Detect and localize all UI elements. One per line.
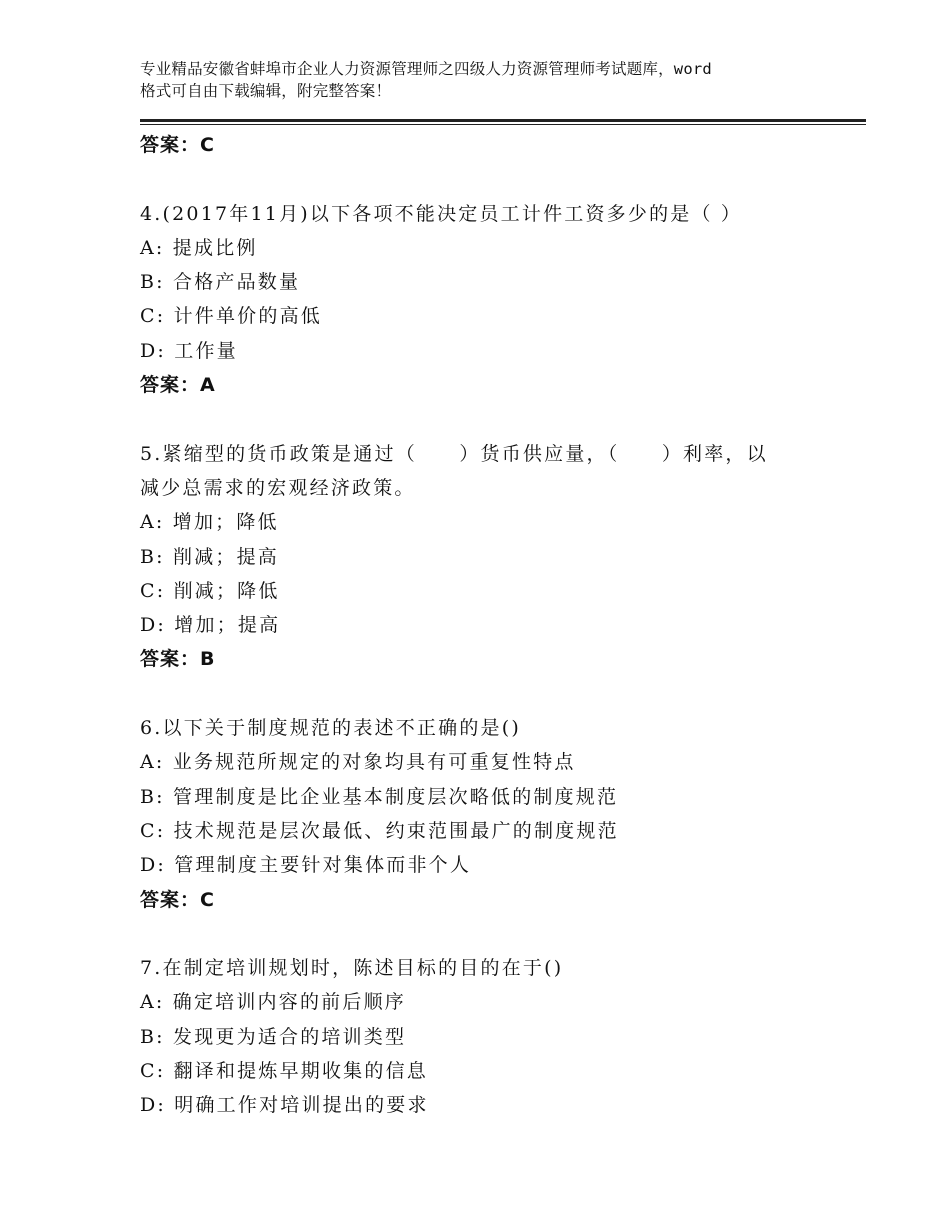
option-a: A: 业务规范所规定的对象均具有可重复性特点 xyxy=(140,751,576,774)
option-b: B: 管理制度是比企业基本制度层次略低的制度规范 xyxy=(140,785,619,808)
question-stem-continued: 减少总需求的宏观经济政策。 xyxy=(140,476,416,499)
question-5 xyxy=(140,437,840,677)
answer: 答案：A xyxy=(140,374,216,397)
option-a: A: 确定培训内容的前后顺序 xyxy=(140,991,406,1014)
option-c: C: 削减；降低 xyxy=(140,579,280,602)
spacer xyxy=(140,162,840,196)
document-header xyxy=(140,58,830,102)
header-rule-thick xyxy=(140,119,866,122)
option-b: B: 削减；提高 xyxy=(140,545,280,568)
question-stem: 6.以下关于制度规范的表述不正确的是() xyxy=(140,717,521,740)
question-stem: 4.(2017年11月)以下各项不能决定员工计件工资多少的是（ ） xyxy=(140,202,743,225)
option-a: A: 增加；降低 xyxy=(140,511,279,534)
spacer xyxy=(140,402,840,436)
header-title-line-2: 格式可自由下载编辑，附完整答案！ xyxy=(140,82,392,100)
option-c: C: 技术规范是层次最低、约束范围最广的制度规范 xyxy=(140,819,619,842)
spacer xyxy=(140,917,840,951)
option-b: B: 合格产品数量 xyxy=(140,271,301,294)
question-4 xyxy=(140,197,840,403)
option-d: D: 明确工作对培训提出的要求 xyxy=(140,1094,429,1117)
question-stem: 7.在制定培训规划时，陈述目标的目的在于() xyxy=(140,957,564,980)
header-title-line-1: 专业精品安徽省蚌埠市企业人力资源管理师之四级人力资源管理师考试题库，word xyxy=(140,60,712,78)
spacer xyxy=(140,677,840,711)
option-d: D: 管理制度主要针对集体而非个人 xyxy=(140,854,472,877)
option-c: C: 翻译和提炼早期收集的信息 xyxy=(140,1060,428,1083)
question-list xyxy=(140,128,840,1123)
option-d: D: 工作量 xyxy=(140,339,238,362)
question-stem: 5.紧缩型的货币政策是通过（ ）货币供应量，（ ）利率，以 xyxy=(140,442,768,465)
question-7 xyxy=(140,951,840,1122)
option-a: A: 提成比例 xyxy=(140,236,258,259)
question-6 xyxy=(140,711,840,917)
previous-answer: 答案：C xyxy=(140,134,215,156)
option-b: B: 发现更为适合的培训类型 xyxy=(140,1025,407,1048)
answer: 答案：C xyxy=(140,888,215,911)
answer: 答案：B xyxy=(140,648,216,671)
option-c: C: 计件单价的高低 xyxy=(140,305,322,328)
option-d: D: 增加；提高 xyxy=(140,614,281,637)
header-rule-thin xyxy=(140,124,866,125)
